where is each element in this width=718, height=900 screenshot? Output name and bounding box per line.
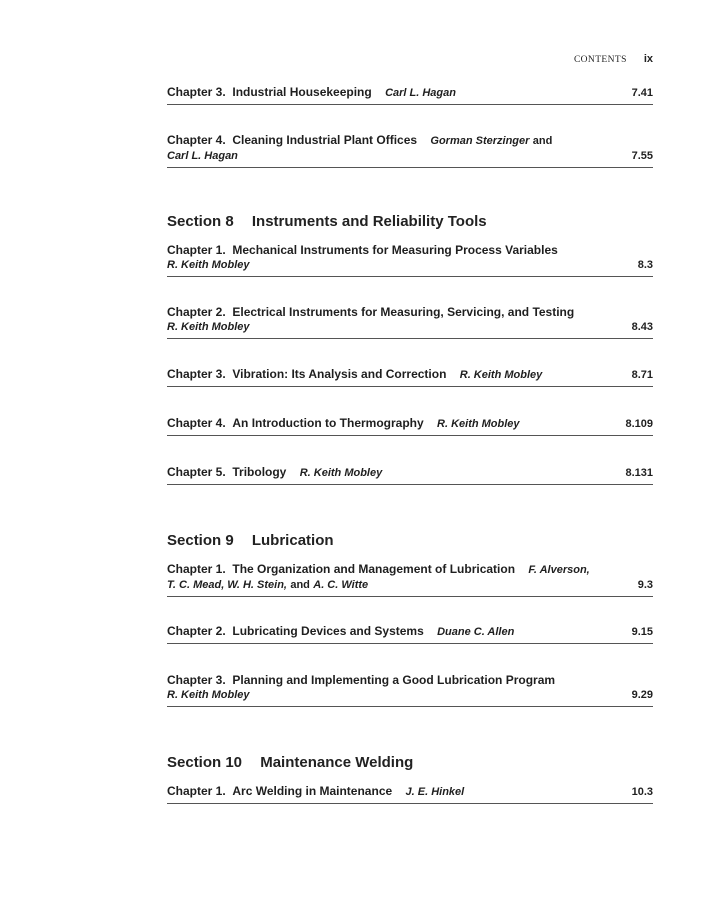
toc-entry[interactable] <box>167 562 653 597</box>
chapter-author: R. Keith Mobley <box>167 689 250 701</box>
chapter-author: R. Keith Mobley <box>459 369 543 381</box>
chapter-title: Industrial Housekeeping <box>232 85 372 99</box>
chapter-title: Cleaning Industrial Plant Offices <box>232 133 418 147</box>
toc-entry[interactable] <box>167 624 653 644</box>
chapter-author: R. Keith Mobley <box>167 259 250 271</box>
chapter-author: Carl L. Hagan <box>385 87 456 99</box>
chapter-page: 8.71 <box>631 369 653 381</box>
toc-entry[interactable] <box>167 133 653 168</box>
section-title: Maintenance Welding <box>260 754 414 771</box>
chapter-label: Chapter 1. <box>167 784 226 798</box>
chapter-author: R. Keith Mobley <box>299 467 383 479</box>
section-number: Section 10 <box>167 754 243 771</box>
chapter-page: 7.55 <box>631 150 653 162</box>
chapter-author: R. Keith Mobley <box>167 321 250 333</box>
chapter-title: Lubricating Devices and Systems <box>232 624 424 638</box>
chapter-page: 9.3 <box>637 579 653 591</box>
chapter-label: Chapter 3. <box>167 673 226 687</box>
section-title: Instruments and Reliability Tools <box>251 213 487 230</box>
chapter-label: Chapter 3. <box>167 367 226 381</box>
toc-entry[interactable] <box>167 85 653 105</box>
toc-entry[interactable] <box>167 367 653 387</box>
chapter-author: A. C. Witte <box>313 579 369 591</box>
chapter-title: Tribology <box>232 465 287 479</box>
chapter-page: 8.109 <box>625 418 653 430</box>
chapter-author: R. Keith Mobley <box>437 418 520 430</box>
chapter-title: An Introduction to Thermography <box>232 416 424 430</box>
section-number: Section 9 <box>167 532 234 549</box>
toc-entry[interactable] <box>167 305 653 339</box>
section-title: Lubrication <box>251 532 334 549</box>
chapter-label: Chapter 4. <box>167 133 226 147</box>
toc-entry[interactable] <box>167 243 653 277</box>
chapter-label: Chapter 2. <box>167 624 226 638</box>
chapter-label: Chapter 2. <box>167 305 226 319</box>
chapter-page: 9.15 <box>631 626 653 638</box>
chapter-author: T. C. Mead, W. H. Stein, <box>167 579 287 591</box>
page-number: ix <box>643 53 653 65</box>
chapter-page: 10.3 <box>631 786 653 798</box>
chapter-page: 8.3 <box>637 259 653 271</box>
chapter-label: Chapter 5. <box>167 465 226 479</box>
chapter-author: F. Alverson, <box>528 564 590 576</box>
section-heading <box>167 213 487 230</box>
chapter-title: Arc Welding in Maintenance <box>232 784 393 798</box>
chapter-title: Planning and Implementing a Good Lubrication Program <box>232 673 556 687</box>
section-number: Section 8 <box>167 213 234 230</box>
chapter-title: The Organization and Management of Lubrication <box>232 562 516 576</box>
chapter-page: 8.43 <box>631 321 653 333</box>
chapter-label: Chapter 4. <box>167 416 226 430</box>
running-head-label: CONTENTS <box>573 55 627 65</box>
section-heading <box>167 754 413 771</box>
toc-entry[interactable] <box>167 784 653 804</box>
chapter-page: 8.131 <box>625 467 653 479</box>
chapter-title: Vibration: Its Analysis and Correction <box>232 367 447 381</box>
chapter-label: Chapter 1. <box>167 562 226 576</box>
author-conjunction: and <box>532 135 553 147</box>
chapter-title: Electrical Instruments for Measuring, Servicing, and Testing <box>232 305 575 319</box>
chapter-author: Gorman Sterzinger <box>430 135 530 147</box>
toc-entry[interactable] <box>167 673 653 707</box>
chapter-author: Duane C. Allen <box>437 626 515 638</box>
toc-entry[interactable] <box>167 416 653 436</box>
toc-entry[interactable] <box>167 465 653 485</box>
section-heading <box>167 532 334 549</box>
chapter-label: Chapter 1. <box>167 243 226 257</box>
chapter-page: 7.41 <box>631 87 653 99</box>
chapter-author: J. E. Hinkel <box>405 786 465 798</box>
chapter-label: Chapter 3. <box>167 85 226 99</box>
chapter-title: Mechanical Instruments for Measuring Process Variables <box>232 243 558 257</box>
chapter-author: Carl L. Hagan <box>167 150 238 162</box>
author-conjunction: and <box>290 579 310 591</box>
chapter-page: 9.29 <box>631 689 653 701</box>
running-head <box>574 53 653 65</box>
